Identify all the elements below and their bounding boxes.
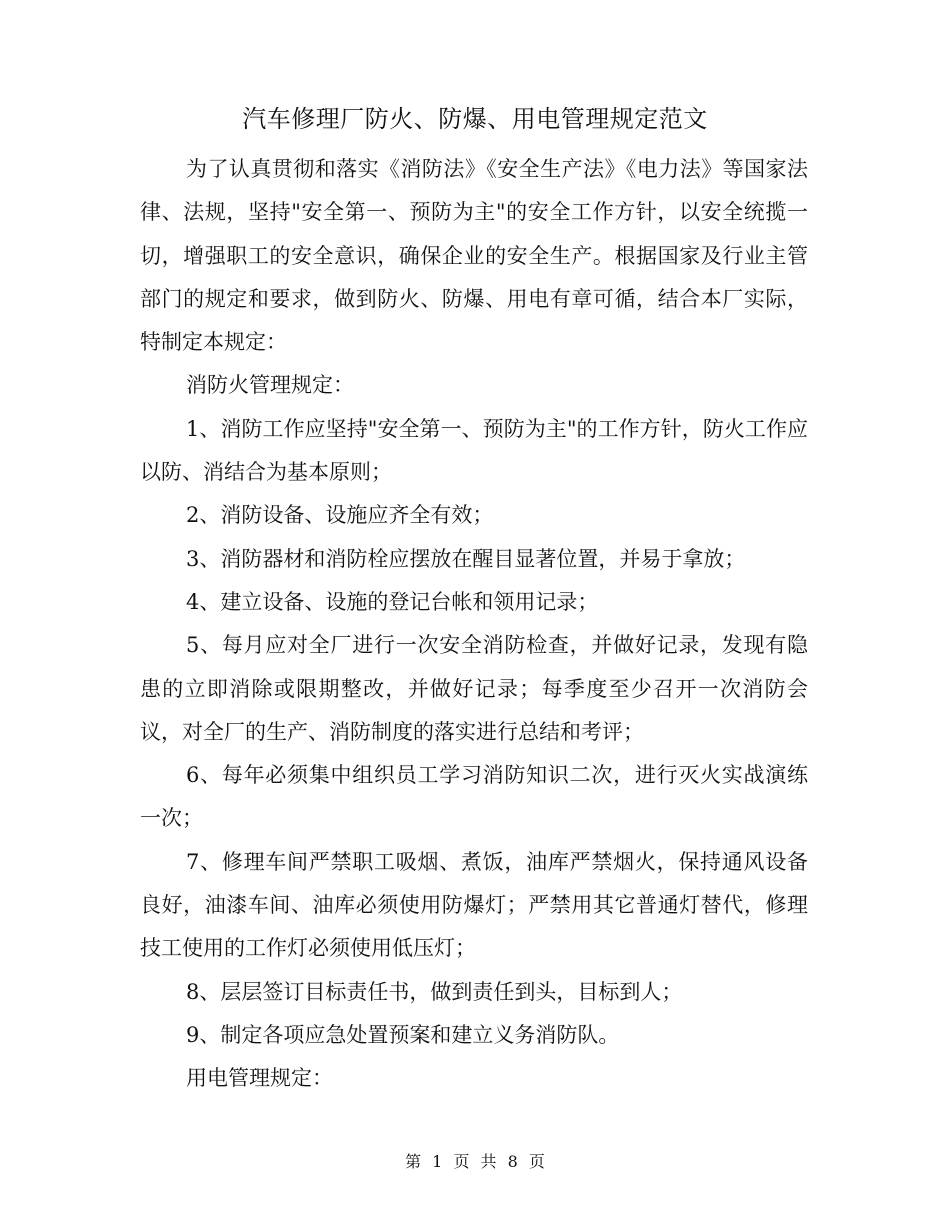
intro-paragraph: 为了认真贯彻和落实《消防法》《安全生产法》《电力法》等国家法律、法规，坚持"安全第一、预防为主"的安全工作方针，以安全统揽一切，增强职工的安全意识，确保企业的安全生产。根据国家及行业主管部门的规定和要求，做到防火、防爆、用电有章可循，结合本厂实际，特制定本规定： bbox=[140, 157, 808, 355]
section-heading-fire: 消防火管理规定： bbox=[186, 373, 354, 398]
section-heading-electric: 用电管理规定： bbox=[186, 1066, 333, 1091]
rule-item-8: 8、层层签订目标责任书，做到责任到头，目标到人； bbox=[186, 979, 683, 1004]
rule-item-6: 6、每年必须集中组织员工学习消防知识二次，进行灭火实战演练一次； bbox=[140, 763, 808, 831]
rule-item-9: 9、制定各项应急处置预案和建立义务消防队。 bbox=[186, 1022, 620, 1047]
page-number: 第 1 页 共 8 页 bbox=[405, 1152, 545, 1171]
rule-item-4: 4、建立设备、设施的登记台帐和领用记录； bbox=[186, 589, 599, 614]
rule-item-7: 7、修理车间严禁职工吸烟、煮饭，油库严禁烟火，保持通风设备良好，油漆车间、油库必须使用防爆灯；严禁用其它普通灯替代，修理技工使用的工作灯必须使用低压灯； bbox=[140, 849, 808, 961]
rule-item-1: 1、消防工作应坚持"安全第一、预防为主"的工作方针，防火工作应以防、消结合为基本原则； bbox=[140, 416, 808, 485]
rule-item-2: 2、消防设备、设施应齐全有效； bbox=[186, 503, 494, 528]
rule-item-3: 3、消防器材和消防栓应摆放在醒目显著位置，并易于拿放； bbox=[186, 546, 746, 571]
document-body bbox=[140, 148, 808, 1101]
document-title: 汽车修理厂防火、防爆、用电管理规定范文 bbox=[242, 105, 708, 133]
rule-item-5: 5、每月应对全厂进行一次安全消防检查，并做好记录，发现有隐患的立即消除或限期整改，并做好记录；每季度至少召开一次消防会议，对全厂的生产、消防制度的落实进行总结和考评； bbox=[140, 633, 808, 744]
